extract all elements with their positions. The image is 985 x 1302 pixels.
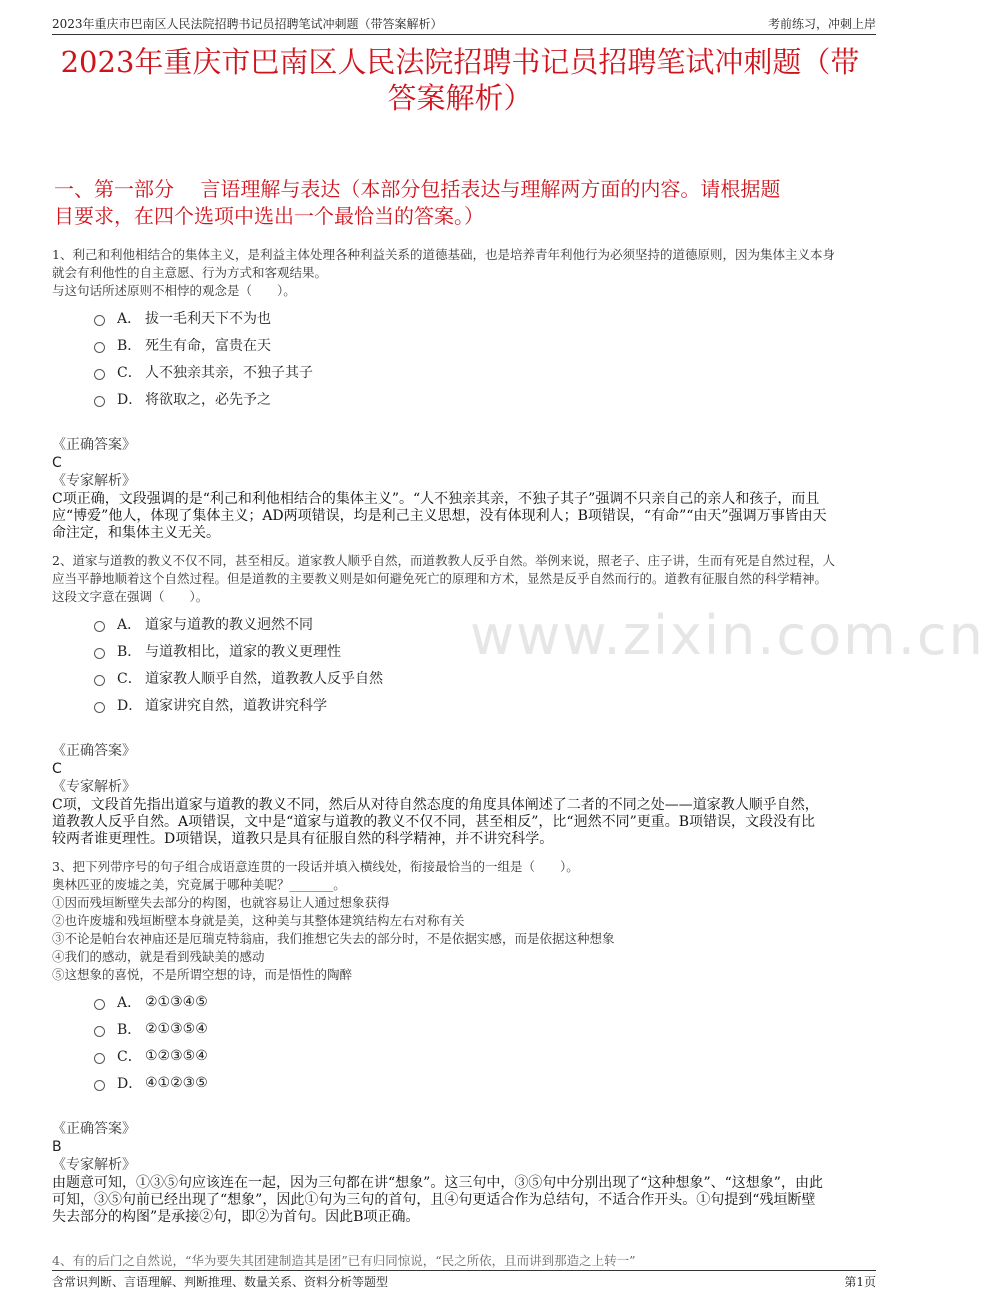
answer-block [52,742,872,848]
question-1 [52,246,872,542]
radio-icon[interactable] [94,396,105,407]
radio-icon[interactable] [94,702,105,713]
header-slogan: 考前练习，冲刺上岸 [767,17,876,31]
option-a[interactable] [94,988,872,1015]
option-letter: C． [117,364,142,381]
footer-topics: 含常识判断、言语理解、判断推理、数量关系、资料分析等题型 [52,1274,389,1289]
option-c[interactable] [94,358,872,385]
stem-line: 与这句话所述原则不相悖的观念是（ ）。 [52,283,296,298]
section-heading-line-1: 一、第一部分 言语理解与表达（本部分包括表达与理解两方面的内容。请根据题 [54,177,781,201]
section-heading-line-2: 目要求，在四个选项中选出一个最恰当的答案。） [54,204,484,228]
option-letter: A． [117,616,142,633]
option-list [94,988,872,1096]
page-title-line-2: 答案解析） [387,81,533,115]
option-text: 道家讲究自然，道教讲究科学 [145,697,327,714]
radio-icon[interactable] [94,1080,105,1091]
question-stem [52,552,872,606]
analysis-heading: 《专家解析》 [52,473,136,489]
answer-block [52,1120,872,1226]
option-letter: D． [117,391,143,408]
option-b[interactable] [94,637,872,664]
option-list [94,610,872,718]
stem-line: 奥林匹亚的废墟之美，究竟属于哪种美呢？_______。 [52,877,346,892]
analysis-text [52,1175,872,1226]
option-letter: B． [117,643,142,660]
analysis-line: 命注定，和集体主义无关。 [52,525,220,541]
stem-line: ⑤这想象的喜悦，不是所谓空想的诗，而是悟性的陶醉 [52,967,353,982]
option-a[interactable] [94,610,872,637]
radio-icon[interactable] [94,1026,105,1037]
stem-line: ④我们的感动，就是看到残缺美的感动 [52,949,265,964]
answer-value: C [52,455,62,471]
option-letter: C． [117,1048,142,1065]
radio-icon[interactable] [94,999,105,1010]
stem-line: 1、利己和利他相结合的集体主义，是利益主体处理各种利益关系的道德基础，也是培养青年利他行为必须坚持的道德原则，因为集体主义本身 [52,247,835,262]
page-footer [52,1270,876,1291]
answer-heading: 《正确答案》 [52,1121,136,1137]
question-stem [52,858,872,984]
radio-icon[interactable] [94,1053,105,1064]
question-2 [52,552,872,848]
radio-icon[interactable] [94,621,105,632]
option-letter: B． [117,1021,142,1038]
stem-line: 3、把下列带序号的句子组合成语意连贯的一段话并填入横线处，衔接最恰当的一组是（ ）。 [52,859,579,874]
header-doc-title: 2023年重庆市巴南区人民法院招聘书记员招聘笔试冲刺题（带答案解析） [52,17,443,31]
question-3 [52,858,872,1226]
watermark: www.zixin.com.cn [470,604,985,667]
answer-heading: 《正确答案》 [52,743,136,759]
option-text: ②①③⑤④ [145,1020,208,1037]
option-c[interactable] [94,1042,872,1069]
stem-line: 应当平静地顺着这个自然过程。但是道教的主要教义则是如何避免死亡的原理和方术，显然是反乎自然而行的。道教有征服自然的科学精神。 [52,571,828,586]
stem-line: 这段文字意在强调（ ）。 [52,589,209,604]
radio-icon[interactable] [94,315,105,326]
analysis-heading: 《专家解析》 [52,1157,136,1173]
option-text: 死生有命，富贵在天 [145,337,271,354]
radio-icon[interactable] [94,342,105,353]
option-text: 将欲取之，必先予之 [145,391,271,408]
option-letter: D． [117,1075,143,1092]
option-letter: A． [117,310,142,327]
page-number: 第1页 [844,1274,876,1289]
option-text: 道家与道教的教义迥然不同 [145,616,313,633]
radio-icon[interactable] [94,648,105,659]
answer-value: B [52,1139,62,1155]
stem-line: 就会有利他性的自主意愿、行为方式和客观结果。 [52,265,328,280]
analysis-heading: 《专家解析》 [52,779,136,795]
option-d[interactable] [94,385,872,412]
option-letter: D． [117,697,143,714]
option-letter: C． [117,670,142,687]
truncated-next-question: 4、有的后门之自然说，“华为要失其团建制造其是团”已有归同惊说，“民之所依，且而讲到那造之上转一” [52,1253,636,1268]
radio-icon[interactable] [94,675,105,686]
option-text: 人不独亲其亲，不独子其子 [145,364,313,381]
page-title [40,44,880,116]
answer-value: C [52,761,62,777]
option-list [94,304,872,412]
analysis-line: 可知，③⑤句前已经出现了“想象”，因此①句为三句的首句，且④句更适合作为总结句，不适合作开头。①句提到“残垣断壁 [52,1192,816,1208]
stem-line: 2、道家与道教的教义不仅不同，甚至相反。道家教人顺乎自然，而道教教人反乎自然。举例来说，照老子、庄子讲，生而有死是自然过程，人 [52,553,835,568]
option-d[interactable] [94,1069,872,1096]
question-stem [52,246,872,300]
analysis-line: 失去部分的构图”是承接②句，即②为首句。因此B项正确。 [52,1209,420,1225]
analysis-line: 道教教人反乎自然。A项错误，文中是“道家与道教的教义不仅不同，甚至相反”，比“迥然不同”更重。B项错误，文段没有比 [52,814,816,830]
stem-line: ③不论是帕台农神庙还是厄瑞克特翁庙，我们推想它失去的部分时，不是依据实感，而是依据这种想象 [52,931,615,946]
option-b[interactable] [94,331,872,358]
page-title-line-1: 2023年重庆市巴南区人民法院招聘书记员招聘笔试冲刺题（带 [60,45,860,79]
analysis-line: C项正确，文段强调的是“利己和利他相结合的集体主义”。“人不独亲其亲，不独子其子”强调不只亲自己的亲人和孩子，而且 [52,491,820,507]
radio-icon[interactable] [94,369,105,380]
stem-line: ②也许废墟和残垣断壁本身就是美，这种美与其整体建筑结构左右对称有关 [52,913,465,928]
question-list [52,246,872,1236]
answer-block [52,436,872,542]
option-d[interactable] [94,691,872,718]
option-text: 与道教相比，道家的教义更理性 [145,643,341,660]
option-text: ①②③⑤④ [145,1047,208,1064]
analysis-text [52,797,872,848]
analysis-text [52,491,872,542]
option-text: 拔一毛利天下不为也 [145,310,271,327]
option-text: ④①②③⑤ [145,1074,208,1091]
option-letter: A． [117,994,142,1011]
section-heading [54,176,864,230]
analysis-line: 应“博爱”他人，体现了集体主义；AD两项错误，均是利己主义思想，没有体现利人；B项错误，“有命”“由天”强调万事皆由天 [52,508,827,524]
stem-line: ①因而残垣断壁失去部分的构图，也就容易让人通过想象获得 [52,895,390,910]
option-letter: B． [117,337,142,354]
option-b[interactable] [94,1015,872,1042]
option-a[interactable] [94,304,872,331]
analysis-line: 较两者谁更理性。D项错误，道教只是具有征服自然的科学精神，并不讲究科学。 [52,831,554,847]
option-text: ②①③④⑤ [145,993,208,1010]
option-c[interactable] [94,664,872,691]
page-header [52,12,876,35]
answer-heading: 《正确答案》 [52,437,136,453]
analysis-line: C项，文段首先指出道家与道教的教义不同，然后从对待自然态度的角度具体阐述了二者的不同之处——道家教人顺乎自然， [52,797,819,813]
analysis-line: 由题意可知，①③⑤句应该连在一起，因为三句都在讲“想象”。这三句中，③⑤句中分别出现了“这种想象”、“这想象”，由此 [52,1175,823,1191]
option-text: 道家教人顺乎自然，道教教人反乎自然 [145,670,383,687]
